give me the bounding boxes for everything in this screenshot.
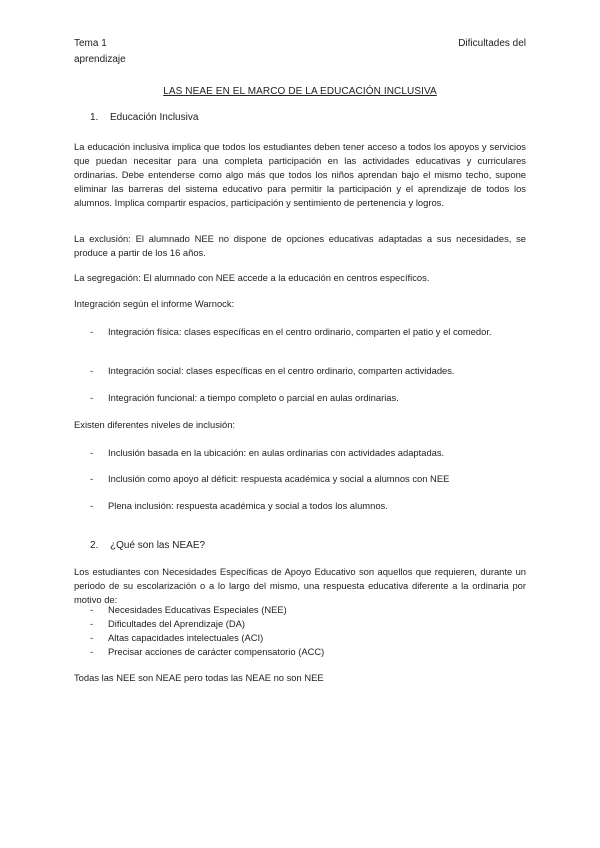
section2-heading-text: ¿Qué son las NEAE?: [110, 540, 206, 551]
section2-heading: [90, 540, 205, 551]
exclusion-paragraph: La exclusión: El alumnado NEE no dispone de opciones educativas adaptadas a sus necesidades, se produce a partir de los 16 años.: [74, 233, 526, 258]
section2-number: 2.: [90, 540, 99, 551]
dash-bullet: -: [90, 473, 94, 484]
dash-bullet: -: [90, 500, 94, 511]
document-title: LAS NEAE EN EL MARCO DE LA EDUCACIÓN INCLUSIVA: [163, 86, 437, 97]
header-left-line1: Tema 1: [74, 38, 107, 49]
header-left-line2: aprendizaje: [74, 54, 126, 65]
integration-item-text: Integración funcional: a tiempo completo o parcial en aulas ordinarias.: [108, 392, 399, 403]
integration-intro: Integración según el informe Warnock:: [74, 298, 235, 309]
closing-statement: Todas las NEE son NEAE pero todas las NEAE no son NEE: [74, 672, 324, 683]
dash-bullet: -: [90, 326, 94, 337]
level-item-text: Inclusión basada en la ubicación: en aulas ordinarias con actividades adaptadas.: [108, 447, 445, 458]
section1-intro-paragraph: La educación inclusiva implica que todos los estudiantes deben tener acceso a todos los apoyos y servicios que puedan necesitar para una completa participación en las actividades educativas y curriculares ordinarias. Debe entenderse como algo más que todos los niños aprendan bajo el mismo techo, supone eliminar las barreras del sistema educativo para permitir la participación y el aprendizaje de todos los alumnos. Implica compartir espacios, participación y sentimiento de pertenencia y logros.: [74, 141, 526, 208]
neae-item-text: Dificultades del Aprendizaje (DA): [108, 618, 246, 629]
levels-intro: Existen diferentes niveles de inclusión:: [74, 419, 236, 430]
neae-item-text: Necesidades Educativas Especiales (NEE): [108, 604, 287, 615]
section1-heading-text: Educación Inclusiva: [110, 112, 199, 123]
section1-heading: [90, 112, 198, 123]
dash-bullet: -: [90, 604, 94, 615]
dash-bullet: -: [90, 447, 94, 458]
section1-number: 1.: [90, 112, 99, 123]
dash-bullet: -: [90, 392, 94, 403]
dash-bullet: -: [90, 618, 94, 629]
section2-intro-paragraph: Los estudiantes con Necesidades Específicas de Apoyo Educativo son aquellos que requieren, durante un periodo de su escolarización o a lo largo del mismo, una respuesta educativa diferente a la ordinaria por motivo de:: [74, 566, 526, 605]
dash-bullet: -: [90, 632, 94, 643]
neae-item-text: Altas capacidades intelectuales (ACI): [108, 632, 264, 643]
integration-item-text: Integración física: clases específicas en el centro ordinario, comparten el patio y el comedor.: [108, 326, 492, 337]
level-item-text: Inclusión como apoyo al déficit: respuesta académica y social a alumnos con NEE: [108, 473, 450, 484]
dash-bullet: -: [90, 365, 94, 376]
header-left: [74, 36, 194, 68]
segregation-paragraph: La segregación: El alumnado con NEE accede a la educación en centros específicos.: [74, 272, 430, 283]
dash-bullet: -: [90, 646, 94, 657]
neae-item-text: Precisar acciones de carácter compensatorio (ACC): [108, 646, 325, 657]
integration-item-text: Integración social: clases específicas en el centro ordinario, comparten actividades.: [108, 365, 455, 376]
level-item-text: Plena inclusión: respuesta académica y social a todos los alumnos.: [108, 500, 388, 511]
header-right: Dificultades del: [458, 38, 526, 49]
